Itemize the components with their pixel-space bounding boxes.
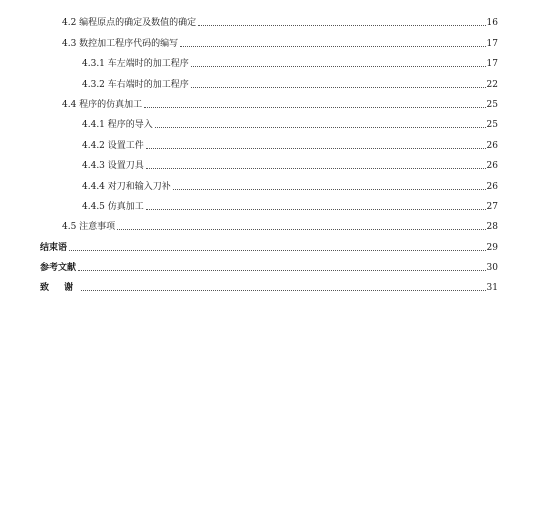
toc-page-number: 26 bbox=[486, 181, 498, 192]
toc-page-number: 30 bbox=[486, 263, 498, 274]
toc-entry-title: 4.3.1 车左端时的加工程序 bbox=[82, 59, 189, 70]
toc-entry-4-3 bbox=[40, 29, 498, 49]
toc-entry-title: 致 谢 bbox=[40, 283, 80, 294]
toc-entry-title: 4.4.2 设置工件 bbox=[82, 140, 144, 151]
toc-page-number: 25 bbox=[486, 120, 498, 131]
toc-entry-4-5 bbox=[40, 213, 498, 233]
toc-entry-4-3-2 bbox=[40, 70, 498, 90]
toc-entry-title: 参考文献 bbox=[40, 263, 77, 274]
dot-leader bbox=[146, 209, 486, 210]
toc-page-number: 29 bbox=[486, 242, 498, 253]
toc-page-number: 28 bbox=[486, 222, 498, 233]
toc-entry-title: 4.4.5 仿真加工 bbox=[82, 201, 144, 212]
toc-entry-4-4 bbox=[40, 91, 498, 111]
toc-entry-conclusion bbox=[40, 233, 498, 253]
dot-leader bbox=[173, 189, 486, 190]
dot-leader bbox=[191, 87, 486, 88]
toc-page-number: 27 bbox=[486, 201, 498, 212]
toc-page-number: 16 bbox=[486, 18, 498, 29]
dot-leader bbox=[81, 290, 485, 291]
toc-entry-acknowledgements bbox=[40, 274, 498, 294]
toc-entry-4-4-1 bbox=[40, 111, 498, 131]
toc-entry-title: 4.4.1 程序的导入 bbox=[82, 120, 153, 131]
dot-leader bbox=[146, 168, 486, 169]
table-of-contents bbox=[40, 9, 498, 294]
toc-entry-4-4-5 bbox=[40, 193, 498, 213]
toc-entry-references bbox=[40, 254, 498, 274]
toc-entry-4-2 bbox=[40, 9, 498, 29]
dot-leader bbox=[78, 270, 486, 271]
toc-entry-4-4-4 bbox=[40, 172, 498, 192]
toc-entry-title: 4.2 编程原点的确定及数值的确定 bbox=[62, 18, 197, 29]
dot-leader bbox=[155, 127, 486, 128]
toc-entry-4-3-1 bbox=[40, 50, 498, 70]
toc-page-number: 26 bbox=[486, 140, 498, 151]
toc-page-number: 17 bbox=[486, 59, 498, 70]
toc-page-number: 31 bbox=[486, 283, 498, 294]
toc-entry-4-4-2 bbox=[40, 131, 498, 151]
toc-page-number: 17 bbox=[486, 38, 498, 49]
dot-leader bbox=[144, 107, 485, 108]
dot-leader bbox=[191, 66, 486, 67]
toc-entry-title: 4.3 数控加工程序代码的编写 bbox=[62, 38, 179, 49]
toc-entry-title: 4.4.3 设置刀具 bbox=[82, 161, 144, 172]
toc-entry-title: 4.4 程序的仿真加工 bbox=[62, 99, 143, 110]
toc-page-number: 22 bbox=[486, 79, 498, 90]
toc-page-number: 26 bbox=[486, 161, 498, 172]
toc-entry-4-4-3 bbox=[40, 152, 498, 172]
toc-entry-title: 4.5 注意事项 bbox=[62, 222, 116, 233]
dot-leader bbox=[146, 148, 486, 149]
toc-entry-title: 结束语 bbox=[40, 242, 68, 253]
dot-leader bbox=[69, 250, 486, 251]
toc-entry-title: 4.3.2 车右端时的加工程序 bbox=[82, 79, 189, 90]
dot-leader bbox=[117, 229, 485, 230]
dot-leader bbox=[180, 46, 485, 47]
toc-entry-title: 4.4.4 对刀和输入刀补 bbox=[82, 181, 171, 192]
dot-leader bbox=[198, 25, 485, 26]
toc-page-number: 25 bbox=[486, 99, 498, 110]
